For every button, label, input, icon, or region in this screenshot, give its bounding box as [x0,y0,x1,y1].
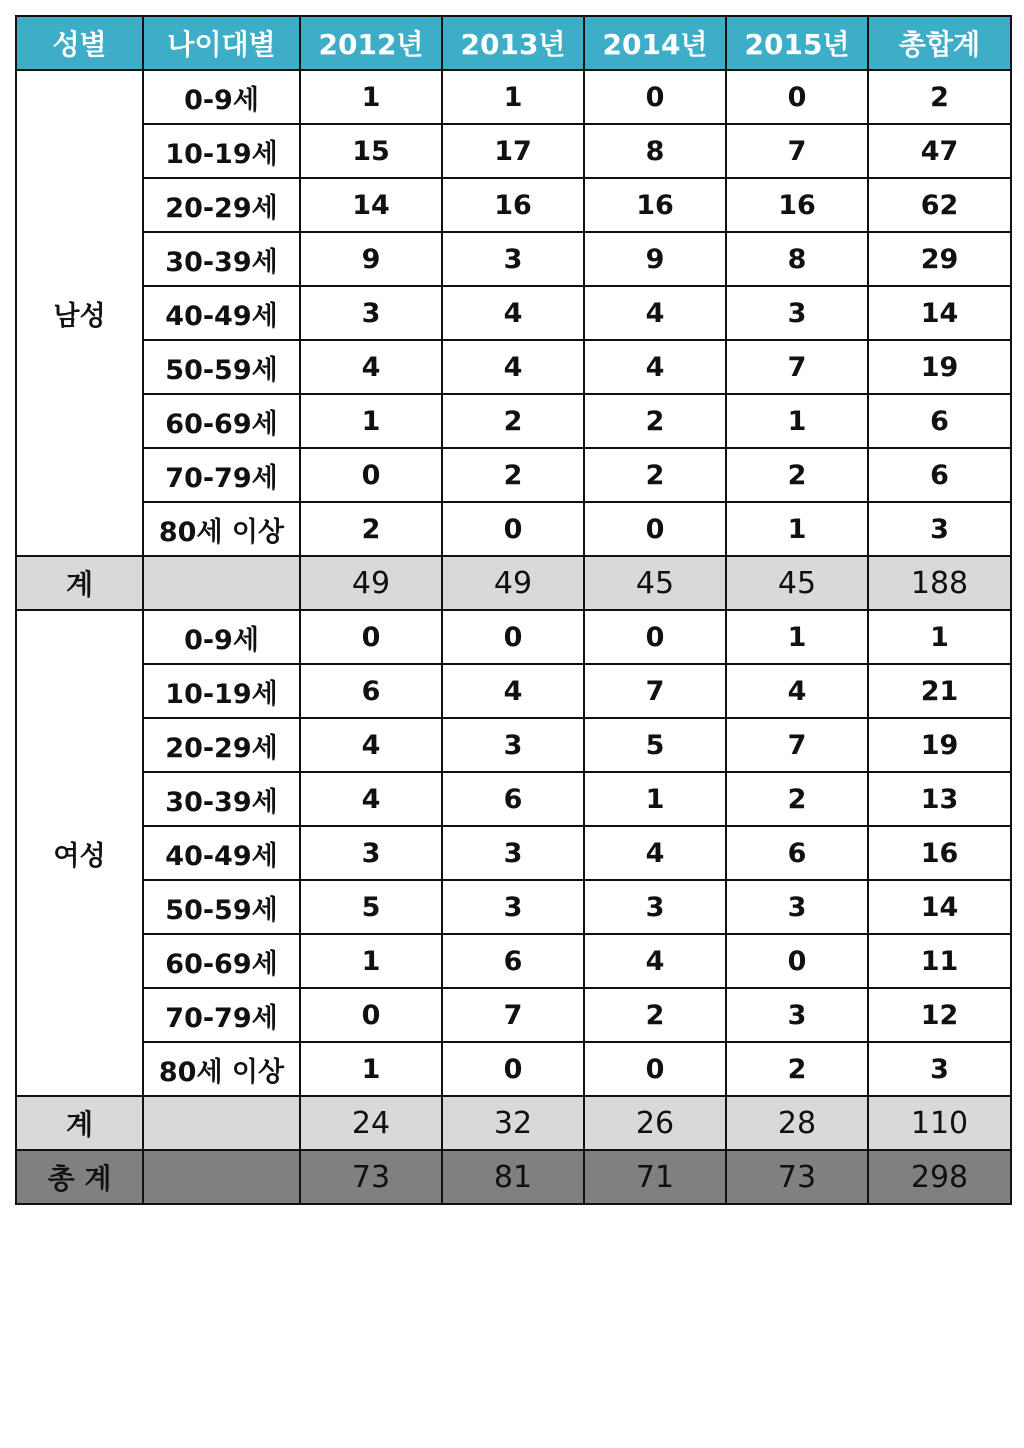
age-group-cell: 30-39세 [143,232,300,286]
grand-total-value-cell: 71 [584,1150,726,1204]
male-gender-label: 남성 [16,70,143,556]
row-total-cell: 19 [868,340,1011,394]
age-group-cell: 30-39세 [143,772,300,826]
value-cell: 4 [584,286,726,340]
value-cell: 9 [300,232,442,286]
value-cell: 7 [442,988,584,1042]
header-year-2015: 2015년 [726,16,868,70]
grand-total-value-cell: 73 [300,1150,442,1204]
grand-total-value-cell: 73 [726,1150,868,1204]
value-cell: 6 [442,772,584,826]
row-total-cell: 6 [868,448,1011,502]
value-cell: 6 [442,934,584,988]
value-cell: 6 [726,826,868,880]
table-row [16,232,1011,286]
table-row [16,340,1011,394]
value-cell: 2 [584,988,726,1042]
header-row [16,16,1011,70]
header-gender: 성별 [16,16,143,70]
grand-total-empty-cell [143,1150,300,1204]
grand-total-sum-cell: 298 [868,1150,1011,1204]
value-cell: 9 [584,232,726,286]
table-row [16,178,1011,232]
female-gender-label: 여성 [16,610,143,1096]
table-row [16,934,1011,988]
grand-total-section [16,1150,1011,1204]
value-cell: 1 [300,934,442,988]
row-total-cell: 12 [868,988,1011,1042]
table-row [16,394,1011,448]
grand-total-row [16,1150,1011,1204]
male-section [16,70,1011,610]
row-total-cell: 2 [868,70,1011,124]
subtotal-value-cell: 26 [584,1096,726,1150]
subtotal-value-cell: 49 [442,556,584,610]
row-total-cell: 16 [868,826,1011,880]
value-cell: 4 [442,286,584,340]
table-row [16,664,1011,718]
age-group-cell: 40-49세 [143,286,300,340]
subtotal-value-cell: 45 [584,556,726,610]
value-cell: 2 [584,448,726,502]
value-cell: 0 [442,502,584,556]
value-cell: 4 [300,718,442,772]
header-grand-total: 총합계 [868,16,1011,70]
subtotal-empty-cell [143,556,300,610]
subtotal-value-cell: 32 [442,1096,584,1150]
value-cell: 1 [584,772,726,826]
value-cell: 4 [584,826,726,880]
value-cell: 2 [442,394,584,448]
value-cell: 16 [442,178,584,232]
value-cell: 2 [726,448,868,502]
value-cell: 3 [726,286,868,340]
statistics-table [15,15,1012,1205]
age-group-cell: 60-69세 [143,394,300,448]
value-cell: 0 [726,934,868,988]
age-group-cell: 80세 이상 [143,502,300,556]
row-total-cell: 29 [868,232,1011,286]
value-cell: 0 [300,448,442,502]
table-row [16,826,1011,880]
value-cell: 0 [726,70,868,124]
table-row [16,772,1011,826]
table-row [16,610,1011,664]
header-age-group: 나이대별 [143,16,300,70]
row-total-cell: 6 [868,394,1011,448]
value-cell: 14 [300,178,442,232]
value-cell: 0 [584,502,726,556]
value-cell: 7 [584,664,726,718]
value-cell: 8 [726,232,868,286]
row-total-cell: 13 [868,772,1011,826]
value-cell: 4 [584,340,726,394]
subtotal-label: 계 [16,556,143,610]
male-subtotal-row [16,556,1011,610]
value-cell: 3 [300,826,442,880]
value-cell: 1 [726,394,868,448]
table-row [16,286,1011,340]
value-cell: 0 [584,70,726,124]
row-total-cell: 21 [868,664,1011,718]
subtotal-value-cell: 45 [726,556,868,610]
value-cell: 5 [584,718,726,772]
age-group-cell: 70-79세 [143,448,300,502]
value-cell: 3 [442,826,584,880]
value-cell: 2 [584,394,726,448]
header-year-2014: 2014년 [584,16,726,70]
header-year-2013: 2013년 [442,16,584,70]
value-cell: 2 [442,448,584,502]
subtotal-value-cell: 49 [300,556,442,610]
row-total-cell: 11 [868,934,1011,988]
age-group-cell: 50-59세 [143,340,300,394]
value-cell: 4 [300,340,442,394]
value-cell: 4 [300,772,442,826]
value-cell: 1 [726,502,868,556]
subtotal-label: 계 [16,1096,143,1150]
age-group-cell: 60-69세 [143,934,300,988]
value-cell: 4 [726,664,868,718]
table-row [16,124,1011,178]
subtotal-total-cell: 110 [868,1096,1011,1150]
row-total-cell: 1 [868,610,1011,664]
female-section [16,610,1011,1150]
table-row [16,70,1011,124]
value-cell: 3 [726,988,868,1042]
table-row [16,718,1011,772]
value-cell: 2 [726,772,868,826]
grand-total-label: 총 계 [16,1150,143,1204]
row-total-cell: 14 [868,286,1011,340]
value-cell: 7 [726,124,868,178]
age-group-cell: 40-49세 [143,826,300,880]
subtotal-value-cell: 28 [726,1096,868,1150]
age-group-cell: 20-29세 [143,178,300,232]
value-cell: 1 [300,394,442,448]
age-group-cell: 70-79세 [143,988,300,1042]
female-subtotal-row [16,1096,1011,1150]
value-cell: 0 [584,610,726,664]
value-cell: 7 [726,718,868,772]
age-group-cell: 50-59세 [143,880,300,934]
table-row [16,448,1011,502]
age-group-cell: 10-19세 [143,124,300,178]
value-cell: 1 [726,610,868,664]
value-cell: 3 [584,880,726,934]
value-cell: 4 [442,664,584,718]
value-cell: 2 [726,1042,868,1096]
value-cell: 16 [584,178,726,232]
value-cell: 15 [300,124,442,178]
table-row [16,1042,1011,1096]
value-cell: 4 [442,340,584,394]
row-total-cell: 14 [868,880,1011,934]
grand-total-value-cell: 81 [442,1150,584,1204]
value-cell: 16 [726,178,868,232]
value-cell: 3 [300,286,442,340]
value-cell: 8 [584,124,726,178]
age-group-cell: 0-9세 [143,610,300,664]
value-cell: 7 [726,340,868,394]
value-cell: 2 [300,502,442,556]
value-cell: 1 [300,70,442,124]
table-row [16,502,1011,556]
value-cell: 3 [442,880,584,934]
value-cell: 3 [442,718,584,772]
value-cell: 1 [442,70,584,124]
row-total-cell: 47 [868,124,1011,178]
value-cell: 6 [300,664,442,718]
value-cell: 0 [300,610,442,664]
value-cell: 5 [300,880,442,934]
row-total-cell: 62 [868,178,1011,232]
value-cell: 0 [442,610,584,664]
age-group-cell: 0-9세 [143,70,300,124]
value-cell: 17 [442,124,584,178]
value-cell: 0 [442,1042,584,1096]
value-cell: 3 [726,880,868,934]
row-total-cell: 3 [868,502,1011,556]
age-group-cell: 80세 이상 [143,1042,300,1096]
subtotal-empty-cell [143,1096,300,1150]
value-cell: 4 [584,934,726,988]
age-group-cell: 20-29세 [143,718,300,772]
value-cell: 0 [300,988,442,1042]
table-row [16,988,1011,1042]
header-year-2012: 2012년 [300,16,442,70]
value-cell: 3 [442,232,584,286]
subtotal-value-cell: 24 [300,1096,442,1150]
subtotal-total-cell: 188 [868,556,1011,610]
row-total-cell: 3 [868,1042,1011,1096]
value-cell: 1 [300,1042,442,1096]
row-total-cell: 19 [868,718,1011,772]
table-row [16,880,1011,934]
age-group-cell: 10-19세 [143,664,300,718]
value-cell: 0 [584,1042,726,1096]
